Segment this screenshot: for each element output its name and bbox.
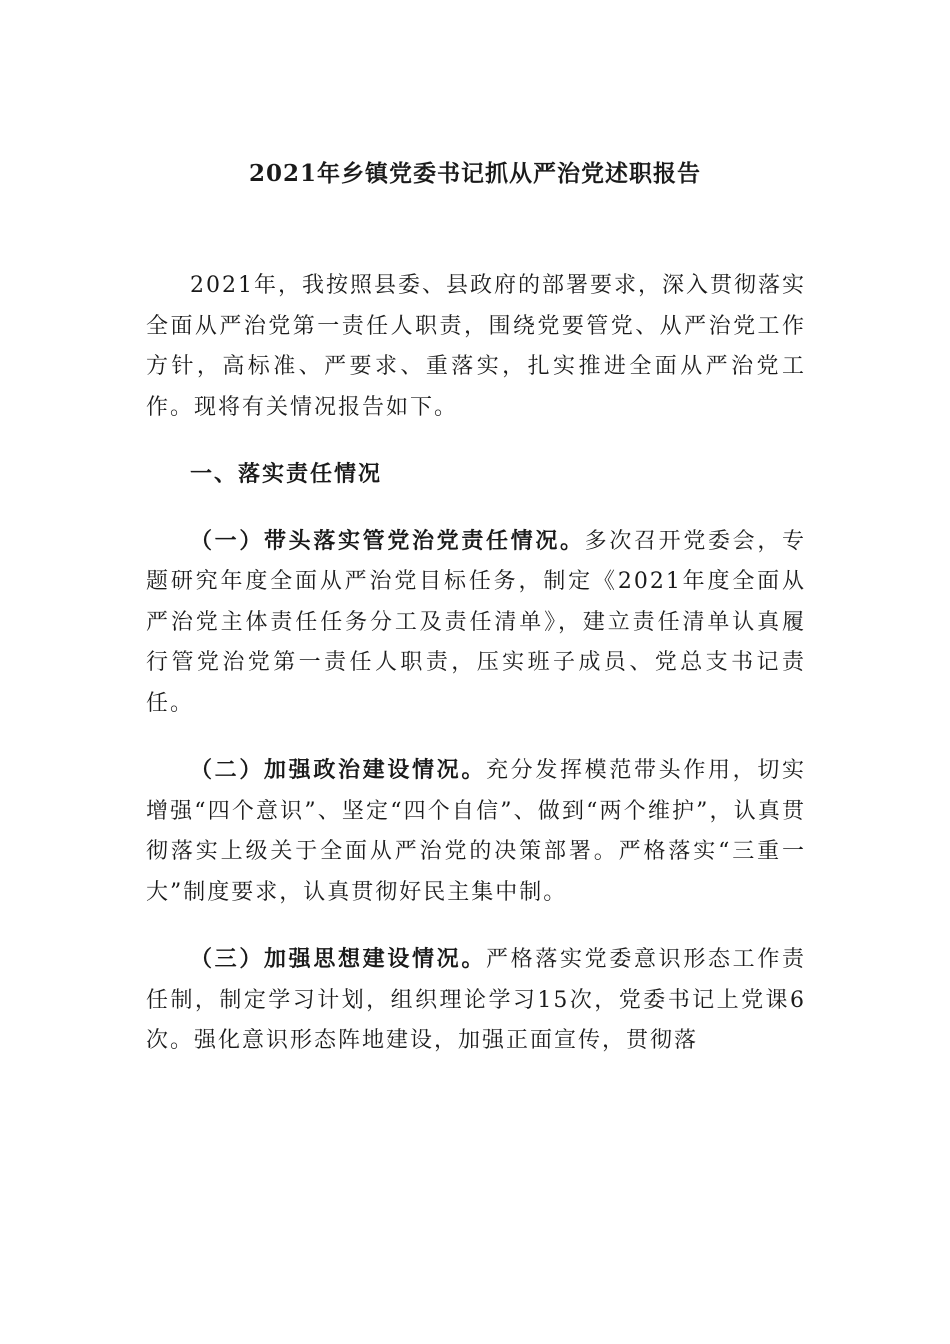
item-paragraph-1 [146, 521, 806, 725]
document-title: 2021年乡镇党委书记抓从严治党述职报告 [248, 160, 701, 187]
item-text-1: 多次召开党委会，专题研究年度全面从严治党目标任务，制定《2021年度全面从严治党主体责任任务分工及责任清单》，建立责任清单认真履行管党治党第一责任人职责，压实班子成员、党总支书记责任。 [146, 528, 806, 716]
item-lead-3: （三）加强思想建设情况。 [190, 946, 486, 972]
document-body [146, 266, 806, 1088]
item-text-2: 充分发挥模范带头作用，切实增强“四个意识”、坚定“四个自信”、做到“两个维护”，认真贯彻落实上级关于全面从严治党的决策部署。严格落实“三重一大”制度要求，认真贯彻好民主集中制。 [146, 758, 806, 905]
section-heading: 一、落实责任情况 [190, 461, 383, 487]
item-text-3: 严格落实党委意识形态工作责任制，制定学习计划，组织理论学习15次，党委书记上党课6次。强化意识形态阵地建设，加强正面宣传，贯彻落 [146, 947, 806, 1053]
item-paragraph-2 [146, 750, 806, 913]
item-lead-2: （二）加强政治建设情况。 [190, 757, 486, 783]
item-lead-1: （一）带头落实管党治党责任情况。 [190, 527, 585, 554]
item-paragraph-3 [146, 939, 806, 1062]
intro-paragraph: 2021年，我按照县委、县政府的部署要求，深入贯彻落实全面从严治党第一责任人职责，围绕党要管党、从严治党工作方针，高标准、严要求、重落实，扎实推进全面从严治党工作。现将有关情况报告如下。 [146, 273, 806, 420]
